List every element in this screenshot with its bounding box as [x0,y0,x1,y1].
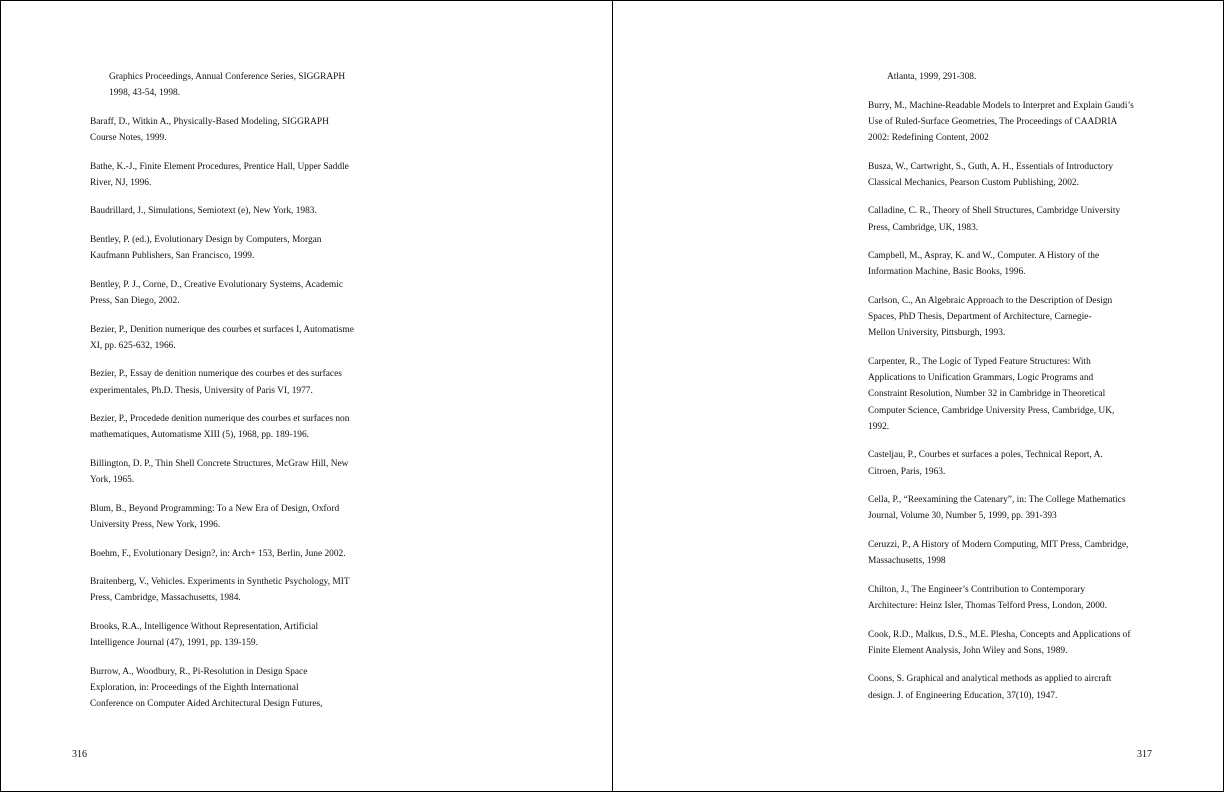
reference-line: Bezier, P., Denition numerique des courbes et surfaces I, Automatisme [90,324,354,335]
reference-entry [90,232,390,264]
reference-line: 1998, 43-54, 1998. [109,88,181,99]
reference-line: Press, Cambridge, UK, 1983. [868,222,979,233]
reference-line: Cella, P., “Reexamining the Catenary”, in: The College Mathematics [868,495,1126,506]
reference-line: Burry, M., Machine-Readable Models to Interpret and Explain Gaudi’s [868,100,1134,111]
reference-line: mathematiques, Automatisme XIII (5), 1968, pp. 189-196. [90,430,309,441]
reference-entry [868,537,1168,569]
reference-line: York, 1965. [90,475,135,486]
left-page [1,1,613,791]
reference-line: Computer Science, Cambridge University Press, Cambridge, UK, [868,405,1115,416]
page-number: 316 [72,749,87,760]
reference-line: Information Machine, Basic Books, 1996. [868,267,1026,278]
reference-line: Boehm, F., Evolutionary Design?, in: Arch+ 153, Berlin, June 2002. [90,548,346,559]
reference-line: Cook, R.D., Malkus, D.S., M.E. Plesha, Concepts and Applications of [868,629,1131,640]
reference-entry [868,582,1168,614]
reference-entry [868,98,1168,147]
reference-entry [90,411,390,443]
reference-line: Architecture: Heinz Isler, Thomas Telford Press, London, 2000. [868,600,1107,611]
right-page [613,1,1223,791]
reference-line: Applications to Unification Grammars, Logic Programs and [868,373,1094,384]
reference-entry [868,69,1168,85]
reference-entry [90,664,390,713]
reference-line: Bezier, P., Procedede denition numerique des courbes et surfaces non [90,414,350,425]
reference-entry [90,69,390,101]
reference-line: Baraff, D., Witkin A., Physically-Based Modeling, SIGGRAPH [90,116,329,127]
reference-line: Bentley, P. (ed.), Evolutionary Design by Computers, Morgan [90,234,322,245]
reference-entry [90,546,390,562]
reference-entry [90,159,390,191]
reference-entry [868,159,1168,191]
reference-entry [90,574,390,606]
reference-line: 2002: Redefining Content, 2002 [868,133,989,143]
reference-line: XI, pp. 625-632, 1966. [90,340,176,351]
reference-line: Coons, S. Graphical and analytical methods as applied to aircraft [868,674,1112,685]
reference-line: Intelligence Journal (47), 1991, pp. 139-159. [90,638,258,649]
reference-line: Atlanta, 1999, 291-308. [887,72,977,82]
reference-line: Use of Ruled-Surface Geometries, The Proceedings of CAADRIA [868,116,1118,127]
reference-line: Spaces, PhD Thesis, Department of Architecture, Carnegie- [868,312,1092,323]
reference-line: Kaufmann Publishers, San Francisco, 1999. [90,251,255,262]
reference-entry [90,322,390,354]
reference-line: Billington, D. P., Thin Shell Concrete Structures, McGraw Hill, New [90,458,349,469]
reference-line: Exploration, in: Proceedings of the Eighth International [90,682,299,693]
reference-line: 1992. [868,421,890,432]
reference-line: Braitenberg, V., Vehicles. Experiments in Synthetic Psychology, MIT [90,577,350,588]
reference-list [90,69,390,725]
reference-entry [868,248,1168,280]
reference-line: Finite Element Analysis, John Wiley and Sons, 1989. [868,645,1068,656]
reference-entry [90,456,390,488]
reference-line: Carpenter, R., The Logic of Typed Feature Structures: With [868,356,1091,367]
reference-line: University Press, New York, 1996. [90,519,221,530]
reference-line: Citroen, Paris, 1963. [868,466,946,477]
reference-entry [90,203,390,219]
reference-line: Mellon University, Pittsburgh, 1993. [868,328,1006,339]
reference-line: Bezier, P., Essay de denition numerique des courbes et des surfaces [90,369,342,380]
page-number: 317 [1137,749,1152,760]
reference-entry [90,277,390,309]
reference-line: Press, Cambridge, Massachusetts, 1984. [90,593,241,604]
reference-line: Constraint Resolution, Number 32 in Cambridge in Theoretical [868,389,1106,400]
reference-entry [868,671,1168,703]
reference-entry [868,354,1168,435]
reference-line: Ceruzzi, P., A History of Modern Computing, MIT Press, Cambridge, [868,539,1129,550]
reference-line: Baudrillard, J., Simulations, Semiotext (e), New York, 1983. [90,206,317,217]
reference-line: Bentley, P. J., Corne, D., Creative Evolutionary Systems, Academic [90,279,343,290]
reference-entry [90,114,390,146]
reference-entry [90,366,390,398]
reference-line: Massachusetts, 1998 [868,556,946,567]
reference-entry [868,492,1168,524]
reference-line: Blum, B., Beyond Programming: To a New Era of Design, Oxford [90,503,340,514]
reference-line: Carlson, C., An Algebraic Approach to the Description of Design [868,295,1113,306]
reference-line: Bathe, K.-J., Finite Element Procedures, Prentice Hall, Upper Saddle [90,161,349,172]
reference-line: Burrow, A., Woodbury, R., Pi-Resolution in Design Space [90,666,308,677]
reference-list [868,69,1168,716]
reference-line: Course Notes, 1999. [90,133,167,143]
reference-entry [90,501,390,533]
reference-line: Calladine, C. R., Theory of Shell Structures, Cambridge University [868,206,1121,217]
reference-line: Campbell, M., Aspray, K. and W., Computer. A History of the [868,251,1100,262]
reference-line: Casteljau, P., Courbes et surfaces a poles, Technical Report, A. [868,450,1103,461]
reference-line: Press, San Diego, 2002. [90,295,180,306]
reference-entry [90,619,390,651]
reference-line: Graphics Proceedings, Annual Conference Series, SIGGRAPH [109,72,346,82]
reference-line: experimentales, Ph.D. Thesis, University of Paris VI, 1977. [90,385,313,396]
reference-line: Brooks, R.A., Intelligence Without Representation, Artificial [90,621,319,632]
reference-line: Busza, W., Cartwright, S., Guth, A. H., Essentials of Introductory [868,161,1114,172]
reference-line: Chilton, J., The Engineer’s Contribution to Contemporary [868,584,1086,595]
reference-entry [868,447,1168,479]
reference-entry [868,203,1168,235]
reference-line: Journal, Volume 30, Number 5, 1999, pp. 391-393 [868,511,1057,522]
reference-entry [868,627,1168,659]
reference-line: Conference on Computer Aided Architectural Design Futures, [90,699,323,710]
reference-line: River, NJ, 1996. [90,177,152,188]
reference-entry [868,293,1168,342]
reference-line: design. J. of Engineering Education, 37(10), 1947. [868,690,1058,701]
reference-line: Classical Mechanics, Pearson Custom Publishing, 2002. [868,177,1079,188]
